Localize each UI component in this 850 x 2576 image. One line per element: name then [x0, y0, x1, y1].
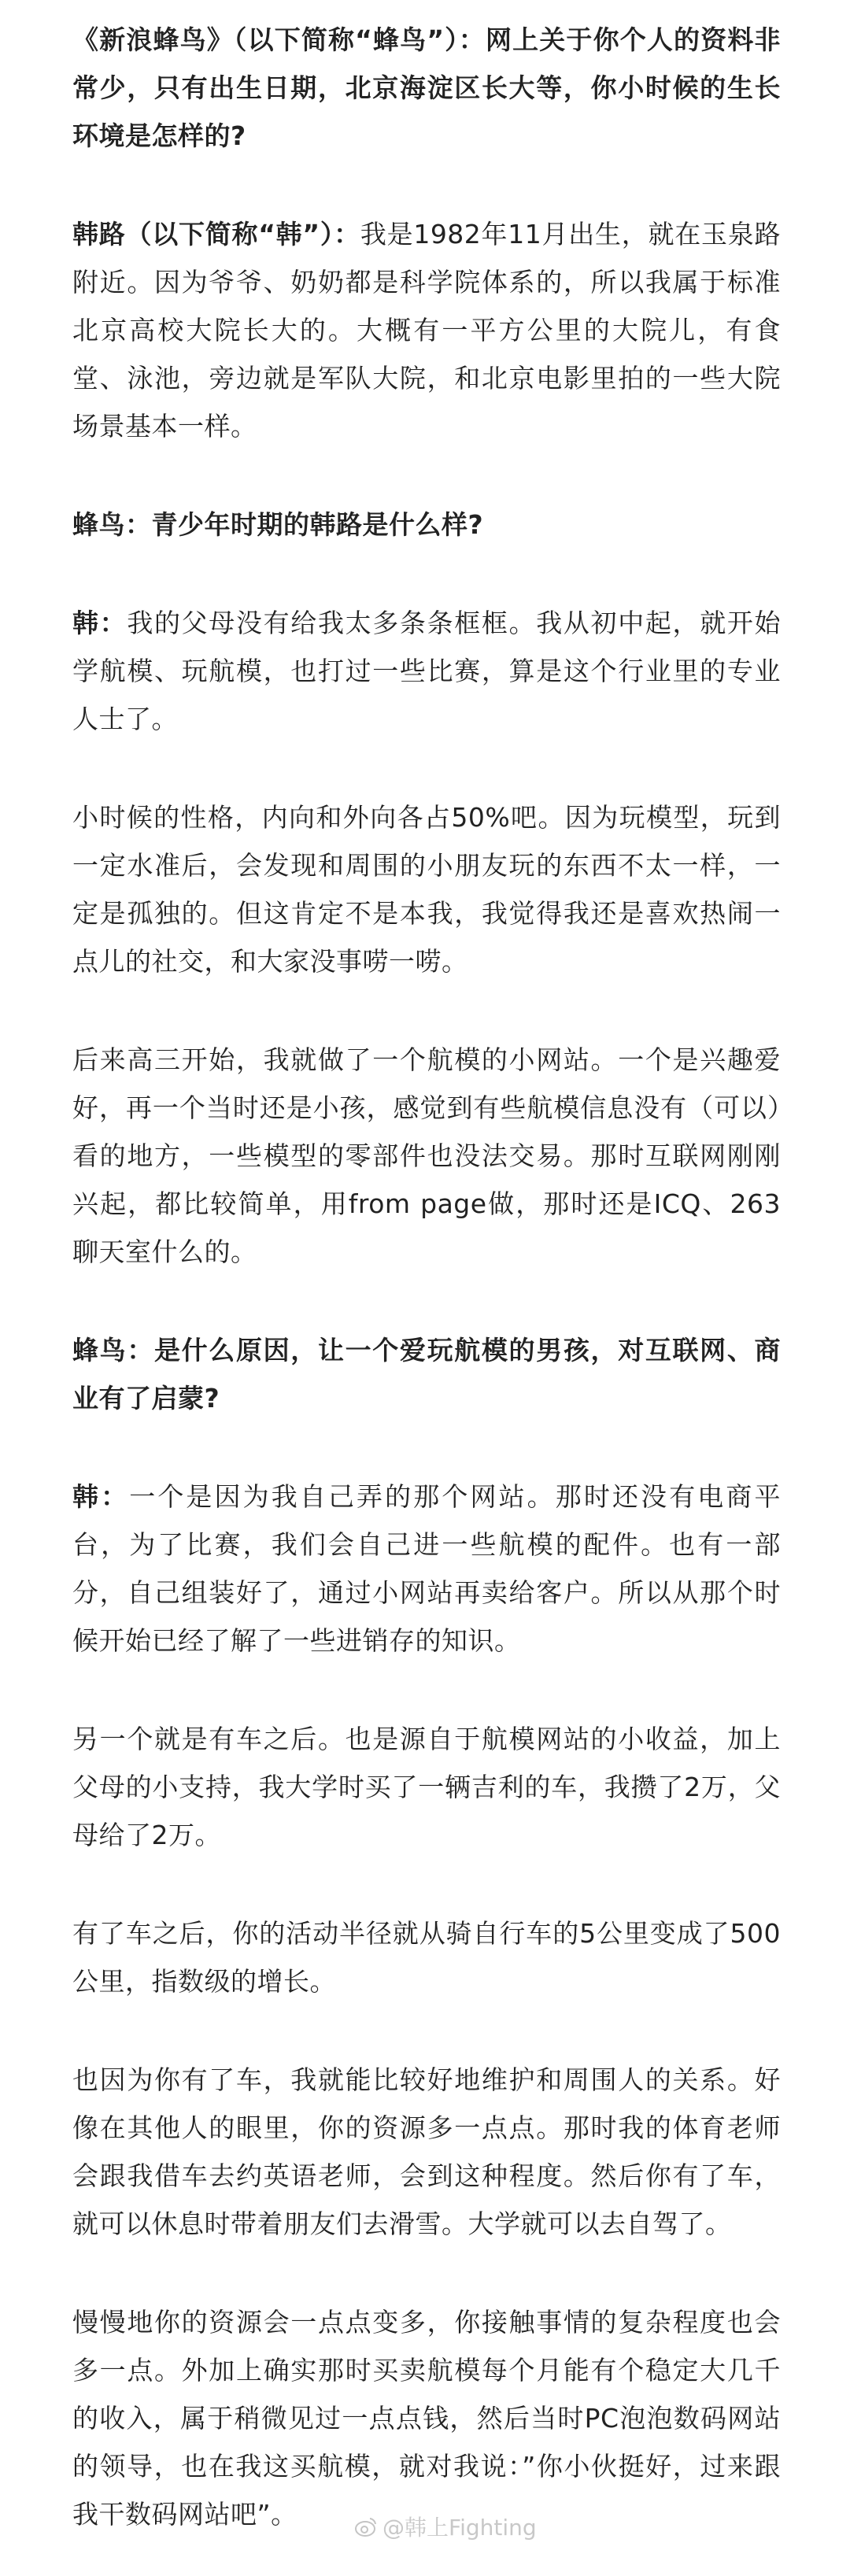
- paragraph-text: 我的父母没有给我太多条条框框。我从初中起，就开始学航模、玩航模，也打过一些比赛，算是这个行业里的专业人士了。: [72, 608, 782, 734]
- speaker-label: 韩：: [72, 608, 128, 638]
- paragraph-text: 一个是因为我自己弄的那个网站。那时还没有电商平台，为了比赛，我们会自己进一些航模的配件。也有一部分，自己组装好了，通过小网站再卖给客户。所以从那个时候开始已经了解了一些进销存的知识。: [72, 1481, 782, 1656]
- paragraph-text: 也因为你有了车，我就能比较好地维护和周围人的关系。好像在其他人的眼里，你的资源多一点点。那时我的体育老师会跟我借车去约英语老师，会到这种程度。然后你有了车，就可以休息时带着朋友们去滑雪。大学就可以去自驾了。: [72, 2064, 781, 2239]
- speaker-label: 韩：: [72, 1481, 130, 1512]
- paragraph-text: 《新浪蜂鸟》（以下简称“蜂鸟”）：网上关于你个人的资料非常少，只有出生日期，北京海淀区长大等，你小时候的生长环境是怎样的?: [72, 24, 781, 151]
- paragraph-text: 蜂鸟：青少年时期的韩路是什么样?: [72, 509, 484, 540]
- watermark-text: @韩上Fighting: [382, 2515, 537, 2541]
- paragraph: [72, 2298, 781, 2538]
- paragraph-text: 有了车之后，你的活动半径就从骑自行车的5公里变成了500公里，指数级的增长。: [72, 1918, 781, 1997]
- paragraph: [72, 793, 781, 985]
- interview-question: [72, 1326, 781, 1422]
- paragraph: [72, 1715, 781, 1859]
- interview-question: [72, 16, 781, 160]
- interview-answer: [72, 1473, 781, 1665]
- paragraph: [72, 2056, 781, 2248]
- paragraph-text: 另一个就是有车之后。也是源自于航模网站的小收益，加上父母的小支持，我大学时买了一辆吉利的车，我攒了2万，父母给了2万。: [72, 1724, 781, 1850]
- paragraph-text: 慢慢地你的资源会一点点变多，你接触事情的复杂程度也会多一点。外加上确实那时买卖航模每个月能有个稳定大几千的收入，属于稍微见过一点点钱，然后当时PC泡泡数码网站的领导，也在我这买航模，就对我说：”你小伙挺好，过来跟我干数码网站吧”。: [72, 2307, 781, 2530]
- paragraph-text: 我是1982年11月出生，就在玉泉路附近。因为爷爷、奶奶都是科学院体系的，所以我属于标准北京高校大院长大的。大概有一平方公里的大院儿，有食堂、泳池，旁边就是军队大院，和北京电影里拍的一些大院场景基本一样。: [72, 219, 781, 442]
- interview-answer: [72, 599, 781, 743]
- paragraph: [72, 1909, 781, 2005]
- paragraph-text: 后来高三开始，我就做了一个航模的小网站。一个是兴趣爱好，再一个当时还是小孩，感觉到有些航模信息没有（可以）看的地方，一些模型的零部件也没法交易。那时互联网刚刚兴起，都比较简单，用from page做，那时还是ICQ、263聊天室什么的。: [72, 1044, 781, 1267]
- paragraph-text: 小时候的性格，内向和外向各占50%吧。因为玩模型，玩到一定水准后，会发现和周围的小朋友玩的东西不太一样，一定是孤独的。但这肯定不是本我，我觉得我还是喜欢热闹一点儿的社交，和大家没事唠一唠。: [72, 802, 781, 977]
- speaker-label: 韩路（以下简称“韩”）：: [72, 219, 360, 249]
- watermark: [354, 2511, 537, 2542]
- article-body: [72, 16, 781, 2576]
- paragraph-text: 蜂鸟：是什么原因，让一个爱玩航模的男孩，对互联网、商业有了启蒙?: [72, 1335, 781, 1414]
- paragraph: [72, 1036, 781, 1276]
- interview-answer: [72, 210, 781, 450]
- weibo-icon: [354, 2515, 378, 2538]
- interview-question: [72, 501, 781, 549]
